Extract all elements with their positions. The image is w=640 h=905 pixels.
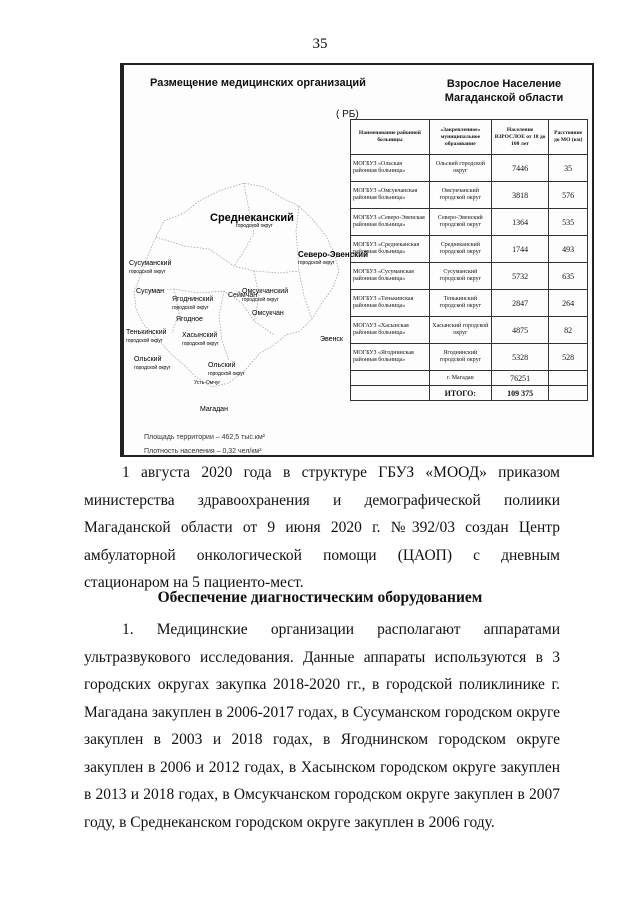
map-label-ust-omchug: Усть-Омчуг (194, 380, 221, 386)
paragraph-caop (84, 459, 560, 597)
map-area-info: Площадь территории – 462,5 тыс.км² (144, 434, 265, 441)
district-name: Среднеканский городской округ (429, 236, 491, 263)
district-name: Ягоднинский городской округ (429, 344, 491, 371)
map-label-tenkinsky: Тенькинский городской округ (126, 329, 167, 344)
magadan-population: 76251 (491, 371, 549, 386)
table-row (351, 344, 588, 371)
distance-value: 576 (549, 182, 588, 209)
district-name: Северо-Эвенский городской округ (429, 209, 491, 236)
district-name: Ольский городской округ (429, 155, 491, 182)
map-label-susumansky: Сусуманский городской округ (129, 260, 172, 275)
table-header: Наименование районной больницы (351, 120, 430, 155)
map-label-olsky-right: Ольский городской округ (208, 362, 245, 377)
magadan-row (351, 371, 588, 386)
population-value: 5732 (491, 263, 549, 290)
total-label: ИТОГО: (429, 386, 491, 401)
distance-value: 528 (549, 344, 588, 371)
population-value: 7446 (491, 155, 549, 182)
page-number: 35 (312, 36, 328, 52)
empty-cell (351, 371, 430, 386)
table-row (351, 236, 588, 263)
table-header-row (351, 120, 588, 155)
population-value: 2847 (491, 290, 549, 317)
hospital-name: МОГБУЗ «Сусуманская районная больница» (351, 263, 430, 290)
map-label-magadan: Магадан (200, 406, 228, 413)
map-label-khasynsky: Хасынский городской округ (182, 332, 219, 347)
table-row (351, 209, 588, 236)
map-label-olsky-left: Ольский городской округ (134, 356, 171, 371)
empty-cell (351, 386, 430, 401)
rb-label: ( РБ) (336, 109, 359, 120)
paragraph-ultrasound-text: 1. Медицинские организации располагают аппаратами ультразвукового исследования. Данные аппараты используются в 3 городских округах закупка 2018-2020 гг., в городской поликлинике г. Магадана закуплен в 2006-2017 годах, в Сусуманском городском округе закуплен в 2003 и 2018 годах, в Ягоднинском городском округе закуплен в 2006 и 2012 годах, в Хасынском городском округе закуплен в 2013 и 2018 годах, в Омсукчанском городском округе закуплен в 2007 году, в Среднеканском городском округе закуплен в 2006 году. (84, 621, 560, 831)
paragraph-ultrasound (84, 616, 560, 836)
hospital-name: МОГАУЗ «Хасынская районная больница» (351, 317, 430, 344)
distance-value: 535 (549, 209, 588, 236)
district-name: Тенькинский городской округ (429, 290, 491, 317)
distance-value: 35 (549, 155, 588, 182)
map-label-yagodnoe: Ягодное (176, 316, 203, 323)
table-row (351, 155, 588, 182)
population-value: 5328 (491, 344, 549, 371)
population-value: 1364 (491, 209, 549, 236)
table-row (351, 263, 588, 290)
distance-value: 82 (549, 317, 588, 344)
map-density-info: Плотность населения – 0,32 чел/км² (144, 448, 262, 455)
map-label-yagodninsky: Ягоднинский городской округ (172, 296, 214, 311)
map-table-figure (120, 63, 594, 457)
table-row (351, 182, 588, 209)
hospital-name: МОГБУЗ «Ольская районная больница» (351, 155, 430, 182)
map-label-srednekansky: Среднеканский городской округ (210, 212, 294, 229)
distance-value: 635 (549, 263, 588, 290)
empty-cell (549, 371, 588, 386)
total-row (351, 386, 588, 401)
hospital-name: МОГБУЗ «Омсукчанская районная больница» (351, 182, 430, 209)
population-value: 4875 (491, 317, 549, 344)
hospital-name: МОГБУЗ «Ягоднинская районная больница» (351, 344, 430, 371)
population-value: 1744 (491, 236, 549, 263)
district-name: Сусуманский городской округ (429, 263, 491, 290)
table-row (351, 290, 588, 317)
hospital-name: МОГБУЗ «Среднеканская районная больница» (351, 236, 430, 263)
map-label-omsukchansky: Омсукчанский городской округ (242, 288, 289, 303)
hospital-name: МОГБУЗ «Тенькинская районная больница» (351, 290, 430, 317)
total-population: 109 375 (491, 386, 549, 401)
table-header: «Закрепленное» муниципальное образование (429, 120, 491, 155)
section-heading: Обеспечение диагностическим оборудованием (157, 589, 483, 606)
figure-subtitle (424, 77, 584, 105)
hospital-name: МОГБУЗ «Северо-Эвенская районная больница» (351, 209, 430, 236)
district-name: Хасынский городской округ (429, 317, 491, 344)
district-name: Омсукчанский городской округ (429, 182, 491, 209)
map-label-omsukchan: Омсукчан (252, 310, 284, 317)
map-label-severo-evensky: Северо-Эвенский городской округ (298, 250, 368, 266)
map-label-seymchan: Сеймчан (228, 292, 258, 299)
table-header: Расстояние до МО (км) (549, 120, 588, 155)
distance-value: 493 (549, 236, 588, 263)
map-label-evensk: Эвенск (320, 336, 343, 343)
region-map (124, 121, 368, 455)
figure-subtitle-line1: Взрослое Население (446, 78, 562, 90)
figure-title: Размещение медицинских организаций (150, 77, 366, 89)
map-label-susuman: Сусуман (136, 288, 164, 295)
paragraph-caop-text: 1 августа 2020 года в структуре ГБУЗ «МООД» приказом министерства здравоохранения и демографической полиики Магаданской области от 9 июня 2020 г. №392/03 создан Центр амбулаторной онкологической помощи (ЦАОП) с дневным стационаром на 5 пациенто-мест. (84, 464, 560, 591)
magadan-label: г. Магадан (429, 371, 491, 386)
hospital-table (350, 119, 588, 401)
distance-value: 264 (549, 290, 588, 317)
table-header: Население ВЗРОСЛОЕ от 18 до 100 лет (491, 120, 549, 155)
empty-cell (549, 386, 588, 401)
figure-subtitle-line2: Магаданской области (444, 92, 564, 104)
table-row (351, 317, 588, 344)
population-value: 3818 (491, 182, 549, 209)
